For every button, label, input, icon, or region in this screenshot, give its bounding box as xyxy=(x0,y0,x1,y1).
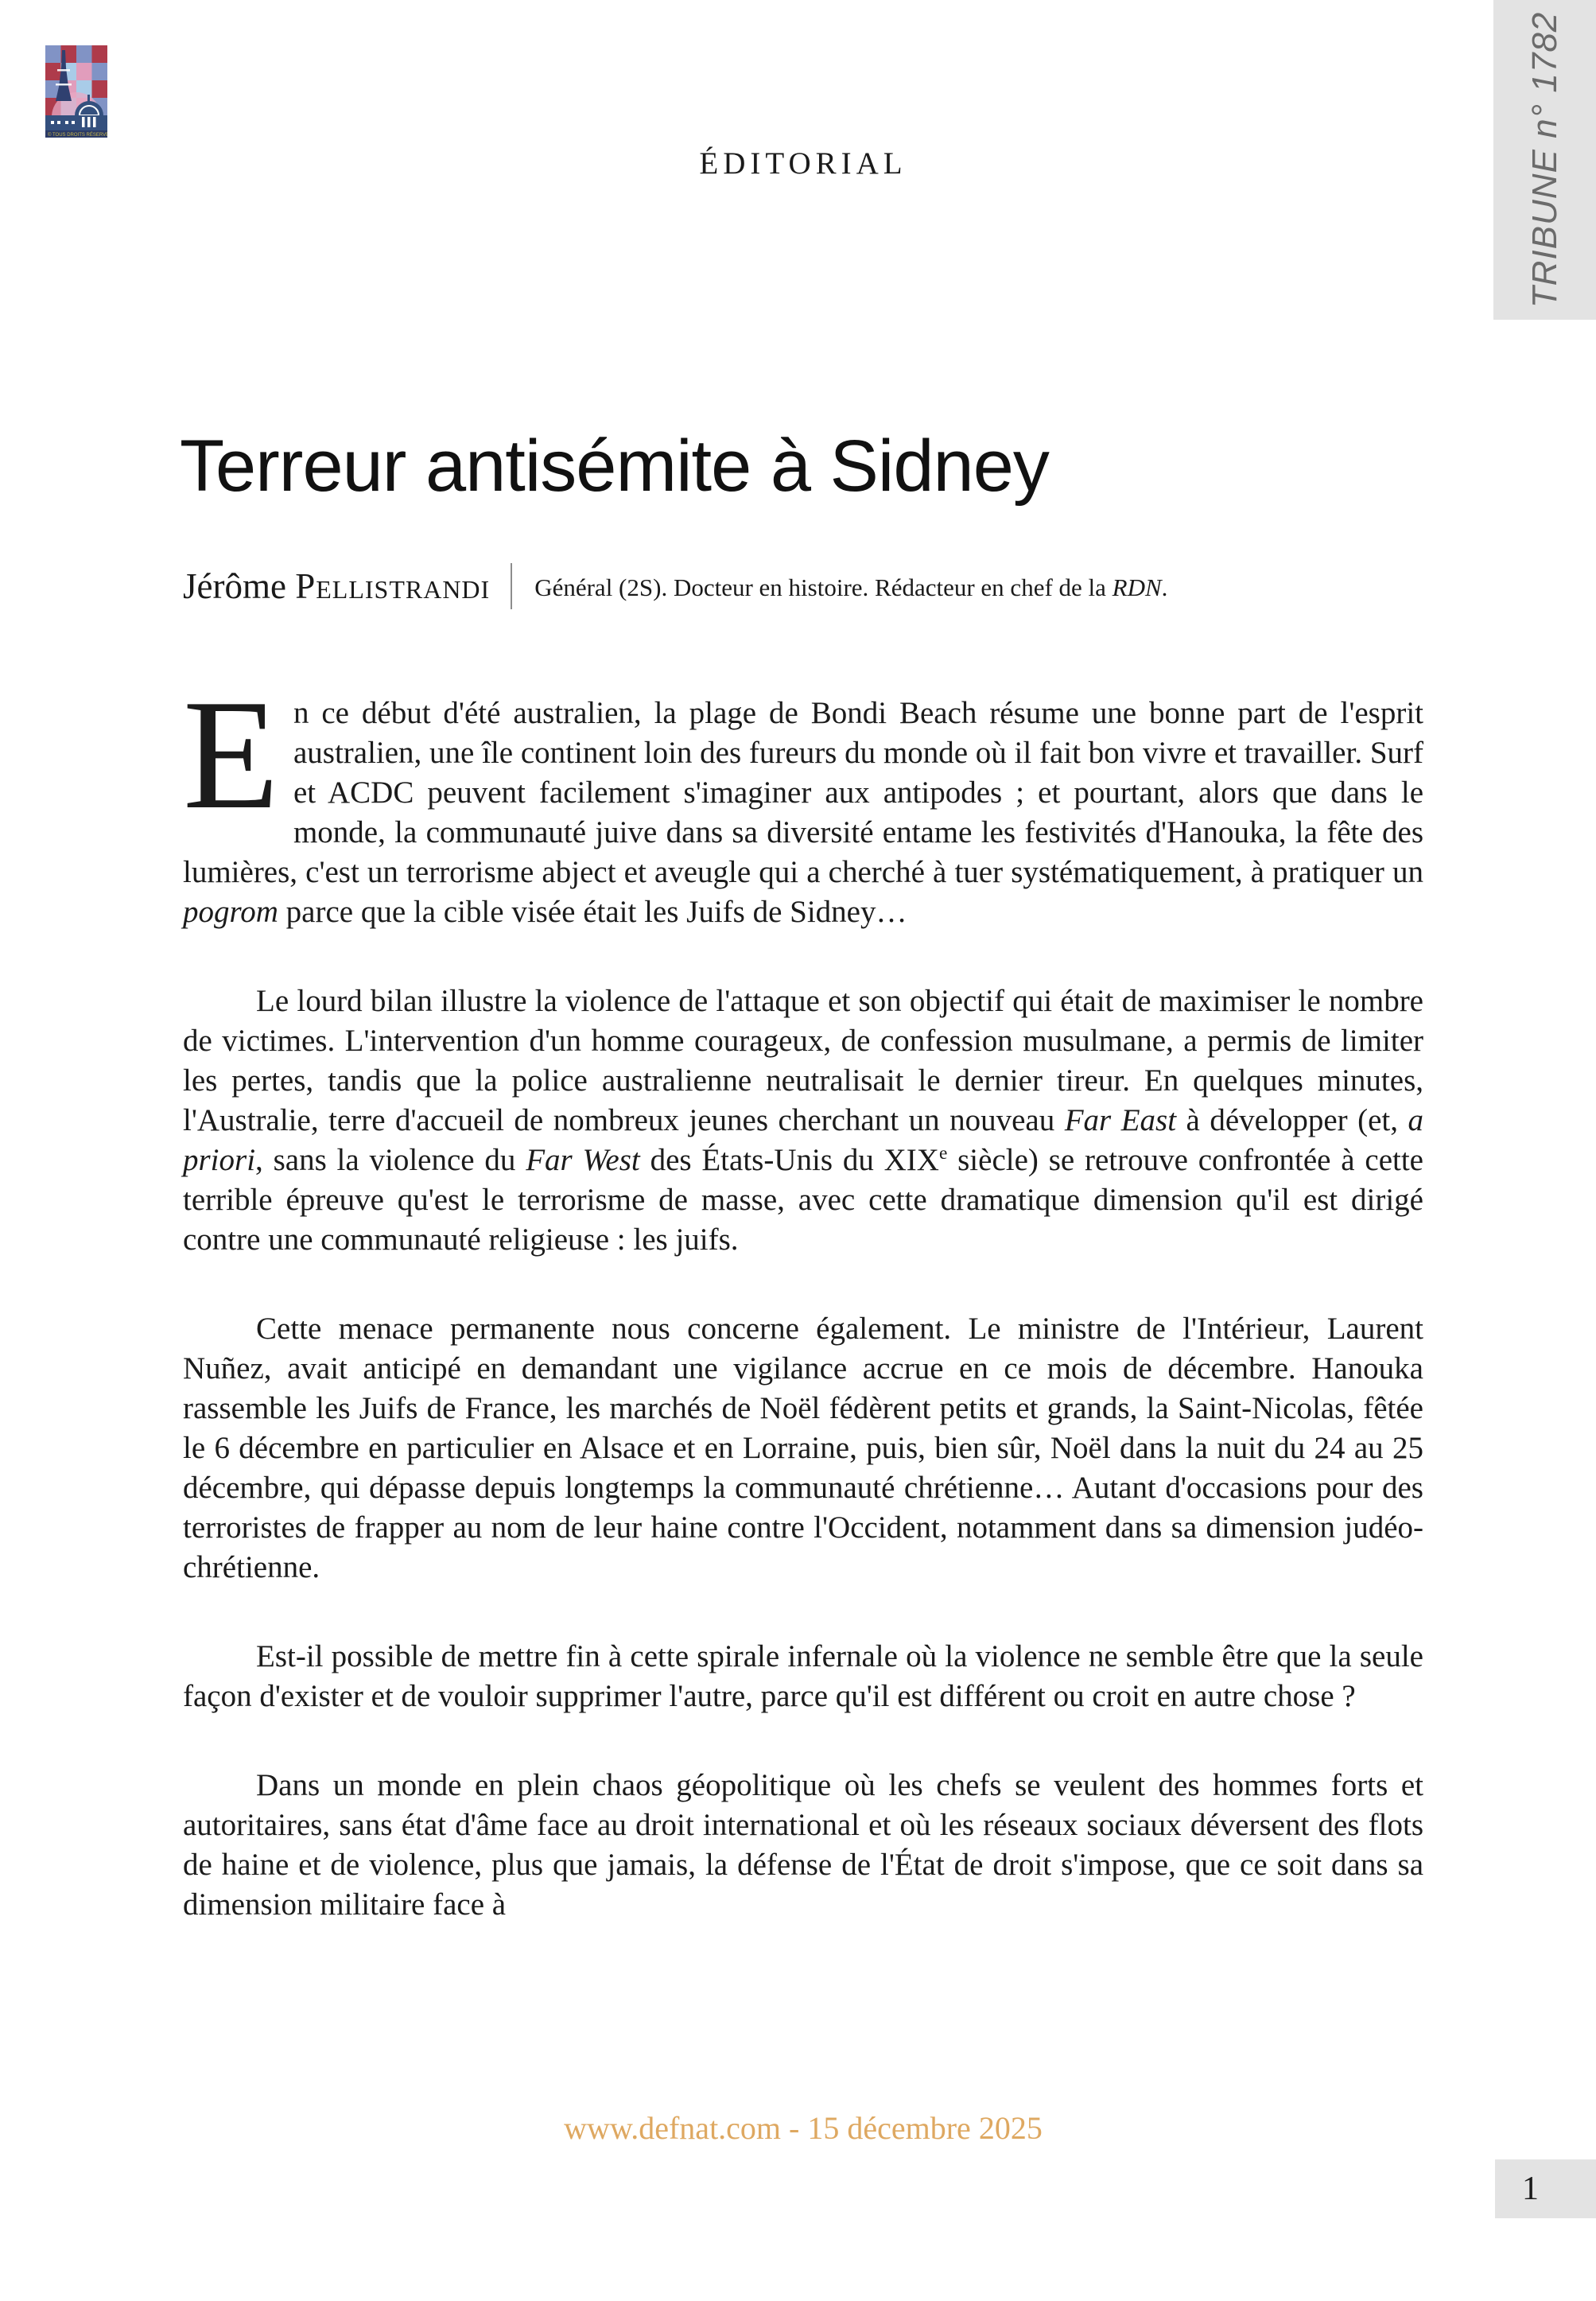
page-number: 1 xyxy=(1522,2171,1539,2207)
paragraph: Dans un monde en plein chaos géopolitique où les chefs se veulent des hommes forts et autoritaires, sans état d'âme face au droit international et où les réseaux sociaux déversent des flots de haine et de violence, plus que jamais, la défense de l'État de droit s'impose, que ce soit dans sa dimension militaire face à xyxy=(183,1768,1423,1922)
article-title: Terreur antisémite à Sidney xyxy=(180,425,1049,507)
paragraph: En ce début d'été australien, la plage de Bondi Beach résume une bonne part de l'esprit australien, une île continent loin des fureurs du monde où il fait bon vivre et travailler. Surf et ACDC peuvent facilement s'imaginer aux antipodes ; et pourtant, alors que dans le monde, la communauté juive dans sa diversité entame les festivités d'Hanouka, la fête des lumières, c'est un terrorisme abject et aveugle qui a cherché à tuer systématiquement, à pratiquer un pogrom parce que la cible visée était les Juifs de Sidney… xyxy=(183,667,1423,929)
tribune-strip xyxy=(1493,0,1596,320)
affiliation-text: Général (2S). Docteur en histoire. Rédacteur en chef de la xyxy=(534,573,1113,601)
editorial-kicker: ÉDITORIAL xyxy=(699,146,907,181)
affiliation-period: . xyxy=(1161,573,1168,601)
rdn-logo-image xyxy=(45,45,107,138)
tribune-label: TRIBUNE n° 1782 xyxy=(1524,11,1564,309)
author-name xyxy=(183,566,490,607)
paragraph: Est-il possible de mettre fin à cette spirale infernale où la violence ne semble être que la seule façon d'exister et de vouloir supprimer l'autre, parce qu'il est différent ou croit en autre chose ? xyxy=(183,1639,1423,1713)
paragraph: Cette menace permanente nous concerne également. Le ministre de l'Intérieur, Laurent Nuñez, avait anticipé en demandant une vigilance accrue en ce mois de décembre. Hanouka rassemble les Juifs de France, les marchés de Noël fédèrent petits et grands, la Saint-Nicolas, fêtée le 6 décembre en particulier en Alsace et en Lorraine, puis, bien sûr, Noël dans la nuit du 24 au 25 décembre, qui dépasse depuis longtemps la communauté chrétienne… Autant d'occasions pour des terroristes de frapper au nom de leur haine contre l'Occident, notamment dans sa dimension judéo-chrétienne. xyxy=(183,1312,1423,1584)
rdn-logo xyxy=(45,45,107,138)
affiliation-journal-name: RDN xyxy=(1112,573,1162,601)
paragraph: Le lourd bilan illustre la violence de l'attaque et son objectif qui était de maximiser le nombre de victimes. L'intervention d'un homme courageux, de confession musulmane, a permis de limiter les pertes, tandis que la police australienne neutralisait le dernier tireur. En quelques minutes, l'Australie, terre d'accueil de nombreux jeunes cherchant un nouveau Far East à développer (et, a priori, sans la violence du Far West des États-Unis du XIXe siècle) se retrouve confrontée à cette terrible épreuve qu'est le terrorisme de masse, avec cette dramatique dimension qu'il est dirigé contre une communauté religieuse : les juifs. xyxy=(183,984,1423,1257)
byline-divider xyxy=(511,563,512,609)
author-last-name: Pellistrandi xyxy=(295,566,491,606)
article-body xyxy=(183,667,1423,1925)
logo-caption: © TOUS DROITS RÉSERVÉS xyxy=(48,133,107,138)
byline xyxy=(183,563,1423,609)
author-affiliation xyxy=(534,570,1167,602)
author-first-name: Jérôme xyxy=(183,566,286,606)
drop-cap: E xyxy=(183,667,279,841)
footer-line: www.defnat.com - 15 décembre 2025 xyxy=(564,2110,1043,2146)
page-number-box xyxy=(1495,2159,1596,2218)
